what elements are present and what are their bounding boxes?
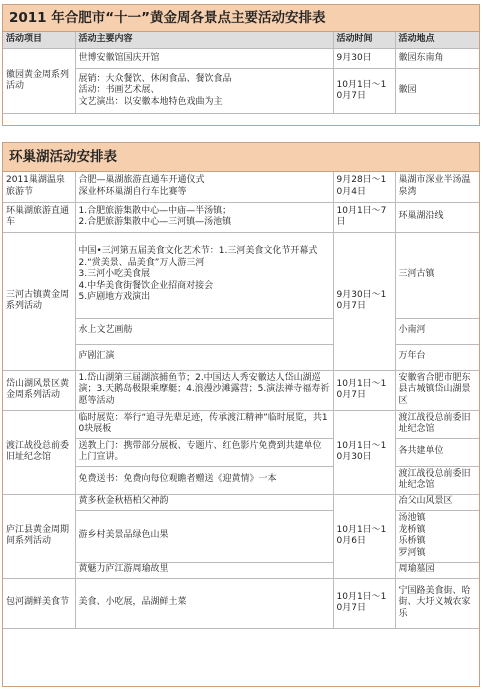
- col-header-place: 活动地点: [395, 32, 479, 49]
- cell-project: 徽园黄金周系列活动: [3, 49, 75, 114]
- content-line: 展销：大众餐饮、休闲食品、餐饮食品: [78, 73, 232, 84]
- content-line: 中国•三河第五届美食文化艺术节：1.三河美食文化节开幕式: [78, 246, 318, 257]
- place-line: 龙桥镇: [398, 524, 426, 535]
- cell-content: [75, 232, 333, 318]
- table-row: [3, 318, 479, 344]
- cell-content: [75, 202, 333, 232]
- table-row: [3, 344, 479, 370]
- cell-content: 临时展览：举行“追寻先辈足迹，传承渡江精神”临时展览，共10块展板: [75, 410, 333, 438]
- table1-panel: [2, 4, 480, 126]
- cell-content: 美食、小吃展，品湖鲜土菜: [75, 578, 333, 628]
- col-header-content: 活动主要内容: [75, 32, 333, 49]
- place-line: 乐桥镇: [398, 536, 426, 546]
- cell-place: 冶父山风景区: [395, 494, 479, 510]
- cell-time: 9月30日～10月7日: [333, 232, 395, 370]
- cell-place: 周瑜墓园: [395, 562, 479, 578]
- cell-content: 庐剧汇演: [75, 344, 333, 370]
- cell-project: 庐江县黄金周期间系列活动: [3, 494, 75, 578]
- table2: [3, 172, 479, 629]
- table1-title: 2011 年合肥市“十一”黄金周各景点主要活动安排表: [3, 5, 479, 32]
- content-line: 2.合肥旅游集散中心—三河镇—汤池镇: [78, 217, 232, 227]
- cell-place: 渡江战役总前委旧址纪念馆: [395, 466, 479, 494]
- table-row: [3, 232, 479, 318]
- content-line: 合肥—巢湖旅游直通车开通仪式: [78, 175, 205, 186]
- cell-project: 岱山湖风景区黄金周系列活动: [3, 370, 75, 410]
- cell-project: 包河湖鲜美食节: [3, 578, 75, 628]
- content-line: 深业杯环巢湖自行车比赛等: [78, 186, 187, 197]
- table-row: [3, 370, 479, 410]
- cell-content: [75, 69, 333, 114]
- cell-place: 小南河: [395, 318, 479, 344]
- cell-place: 徽园: [395, 69, 479, 114]
- cell-time: 10月1日～10月6日: [333, 494, 395, 578]
- cell-place: 宁国路美食街、哈街、大圩义城农家乐: [395, 578, 479, 628]
- cell-place: 三河古镇: [395, 232, 479, 318]
- cell-content: 1.岱山湖第三届湖滨捕鱼节；2.中国达人秀安徽达人岱山湖巡演；3.天鹅岛极限乘摩艇；4.浪漫沙滩露营；5.演法禅寺福寿祈愿等活动: [75, 370, 333, 410]
- table-row: [3, 578, 479, 628]
- content-line: 2.“赏美景、品美食”万人游三河: [78, 257, 205, 268]
- place-line: 罗河镇: [398, 547, 426, 558]
- cell-time: 10月1日～7日: [333, 202, 395, 232]
- content-line: 活动：书画艺术展、: [78, 85, 160, 96]
- cell-content: 游乡村美景品绿色山果: [75, 510, 333, 562]
- cell-time: 10月1日～10月7日: [333, 69, 395, 114]
- content-line: 4.中华美食街餐饮企业招商对接会: [78, 280, 214, 291]
- cell-content: 免费送书：免费向每位观瞻者赠送《迎黄情》一本: [75, 466, 333, 494]
- table-row: [3, 466, 479, 494]
- cell-content: 世博安徽馆国庆开馆: [75, 49, 333, 69]
- place-line: 汤池镇: [398, 513, 426, 523]
- cell-place: 安徽省合肥市肥东县古城镇岱山湖景区: [395, 370, 479, 410]
- content-line: 文艺演出：以安徽本地特色戏曲为主: [78, 96, 223, 107]
- table-row: [3, 69, 479, 114]
- table2-title: 环巢湖活动安排表: [3, 143, 479, 172]
- content-line: 1.合肥旅游集散中心—中庙—半汤镇；: [78, 205, 232, 216]
- table1: [3, 32, 479, 114]
- table-row: [3, 49, 479, 69]
- table-row: [3, 510, 479, 562]
- cell-place: 万年台: [395, 344, 479, 370]
- table-row: [3, 202, 479, 232]
- cell-place: 巢湖市深业半汤温泉湾: [395, 172, 479, 202]
- col-header-time: 活动时间: [333, 32, 395, 49]
- content-line: 5.庐剧地方戏演出: [78, 292, 151, 303]
- cell-place: 各共建单位: [395, 438, 479, 466]
- cell-content: 送教上门：携带部分展板、专题片、红色影片免费到共建单位上门宣讲。: [75, 438, 333, 466]
- cell-project: 2011巢湖温泉旅游节: [3, 172, 75, 202]
- content-line: 3.三河小吃美食展: [78, 269, 151, 280]
- cell-time: 9月30日: [333, 49, 395, 69]
- table-row: [3, 562, 479, 578]
- table1-header-row: [3, 32, 479, 49]
- table-row: [3, 172, 479, 202]
- table-row: [3, 410, 479, 438]
- cell-content: 黄魅力庐江游周瑜故里: [75, 562, 333, 578]
- cell-time: 10月1日～10月30日: [333, 410, 395, 494]
- cell-content: 黄多秋金秋梧柏父神韵: [75, 494, 333, 510]
- cell-place: [395, 510, 479, 562]
- cell-project: 环巢湖旅游直通车: [3, 202, 75, 232]
- cell-place: 渡江战役总前委旧址纪念馆: [395, 410, 479, 438]
- cell-time: 9月28日～10月4日: [333, 172, 395, 202]
- cell-project: 三河古镇黄金周系列活动: [3, 232, 75, 370]
- cell-time: 10月1日～10月7日: [333, 370, 395, 410]
- cell-place: 环巢湖沿线: [395, 202, 479, 232]
- table2-panel: [2, 142, 480, 687]
- cell-place: 徽园东南角: [395, 49, 479, 69]
- cell-content: [75, 172, 333, 202]
- table-row: [3, 494, 479, 510]
- cell-content: 水上文艺画舫: [75, 318, 333, 344]
- cell-project: 渡江战役总前委旧址纪念馆: [3, 410, 75, 494]
- table-row: [3, 438, 479, 466]
- cell-time: 10月1日～10月7日: [333, 578, 395, 628]
- col-header-project: 活动项目: [3, 32, 75, 49]
